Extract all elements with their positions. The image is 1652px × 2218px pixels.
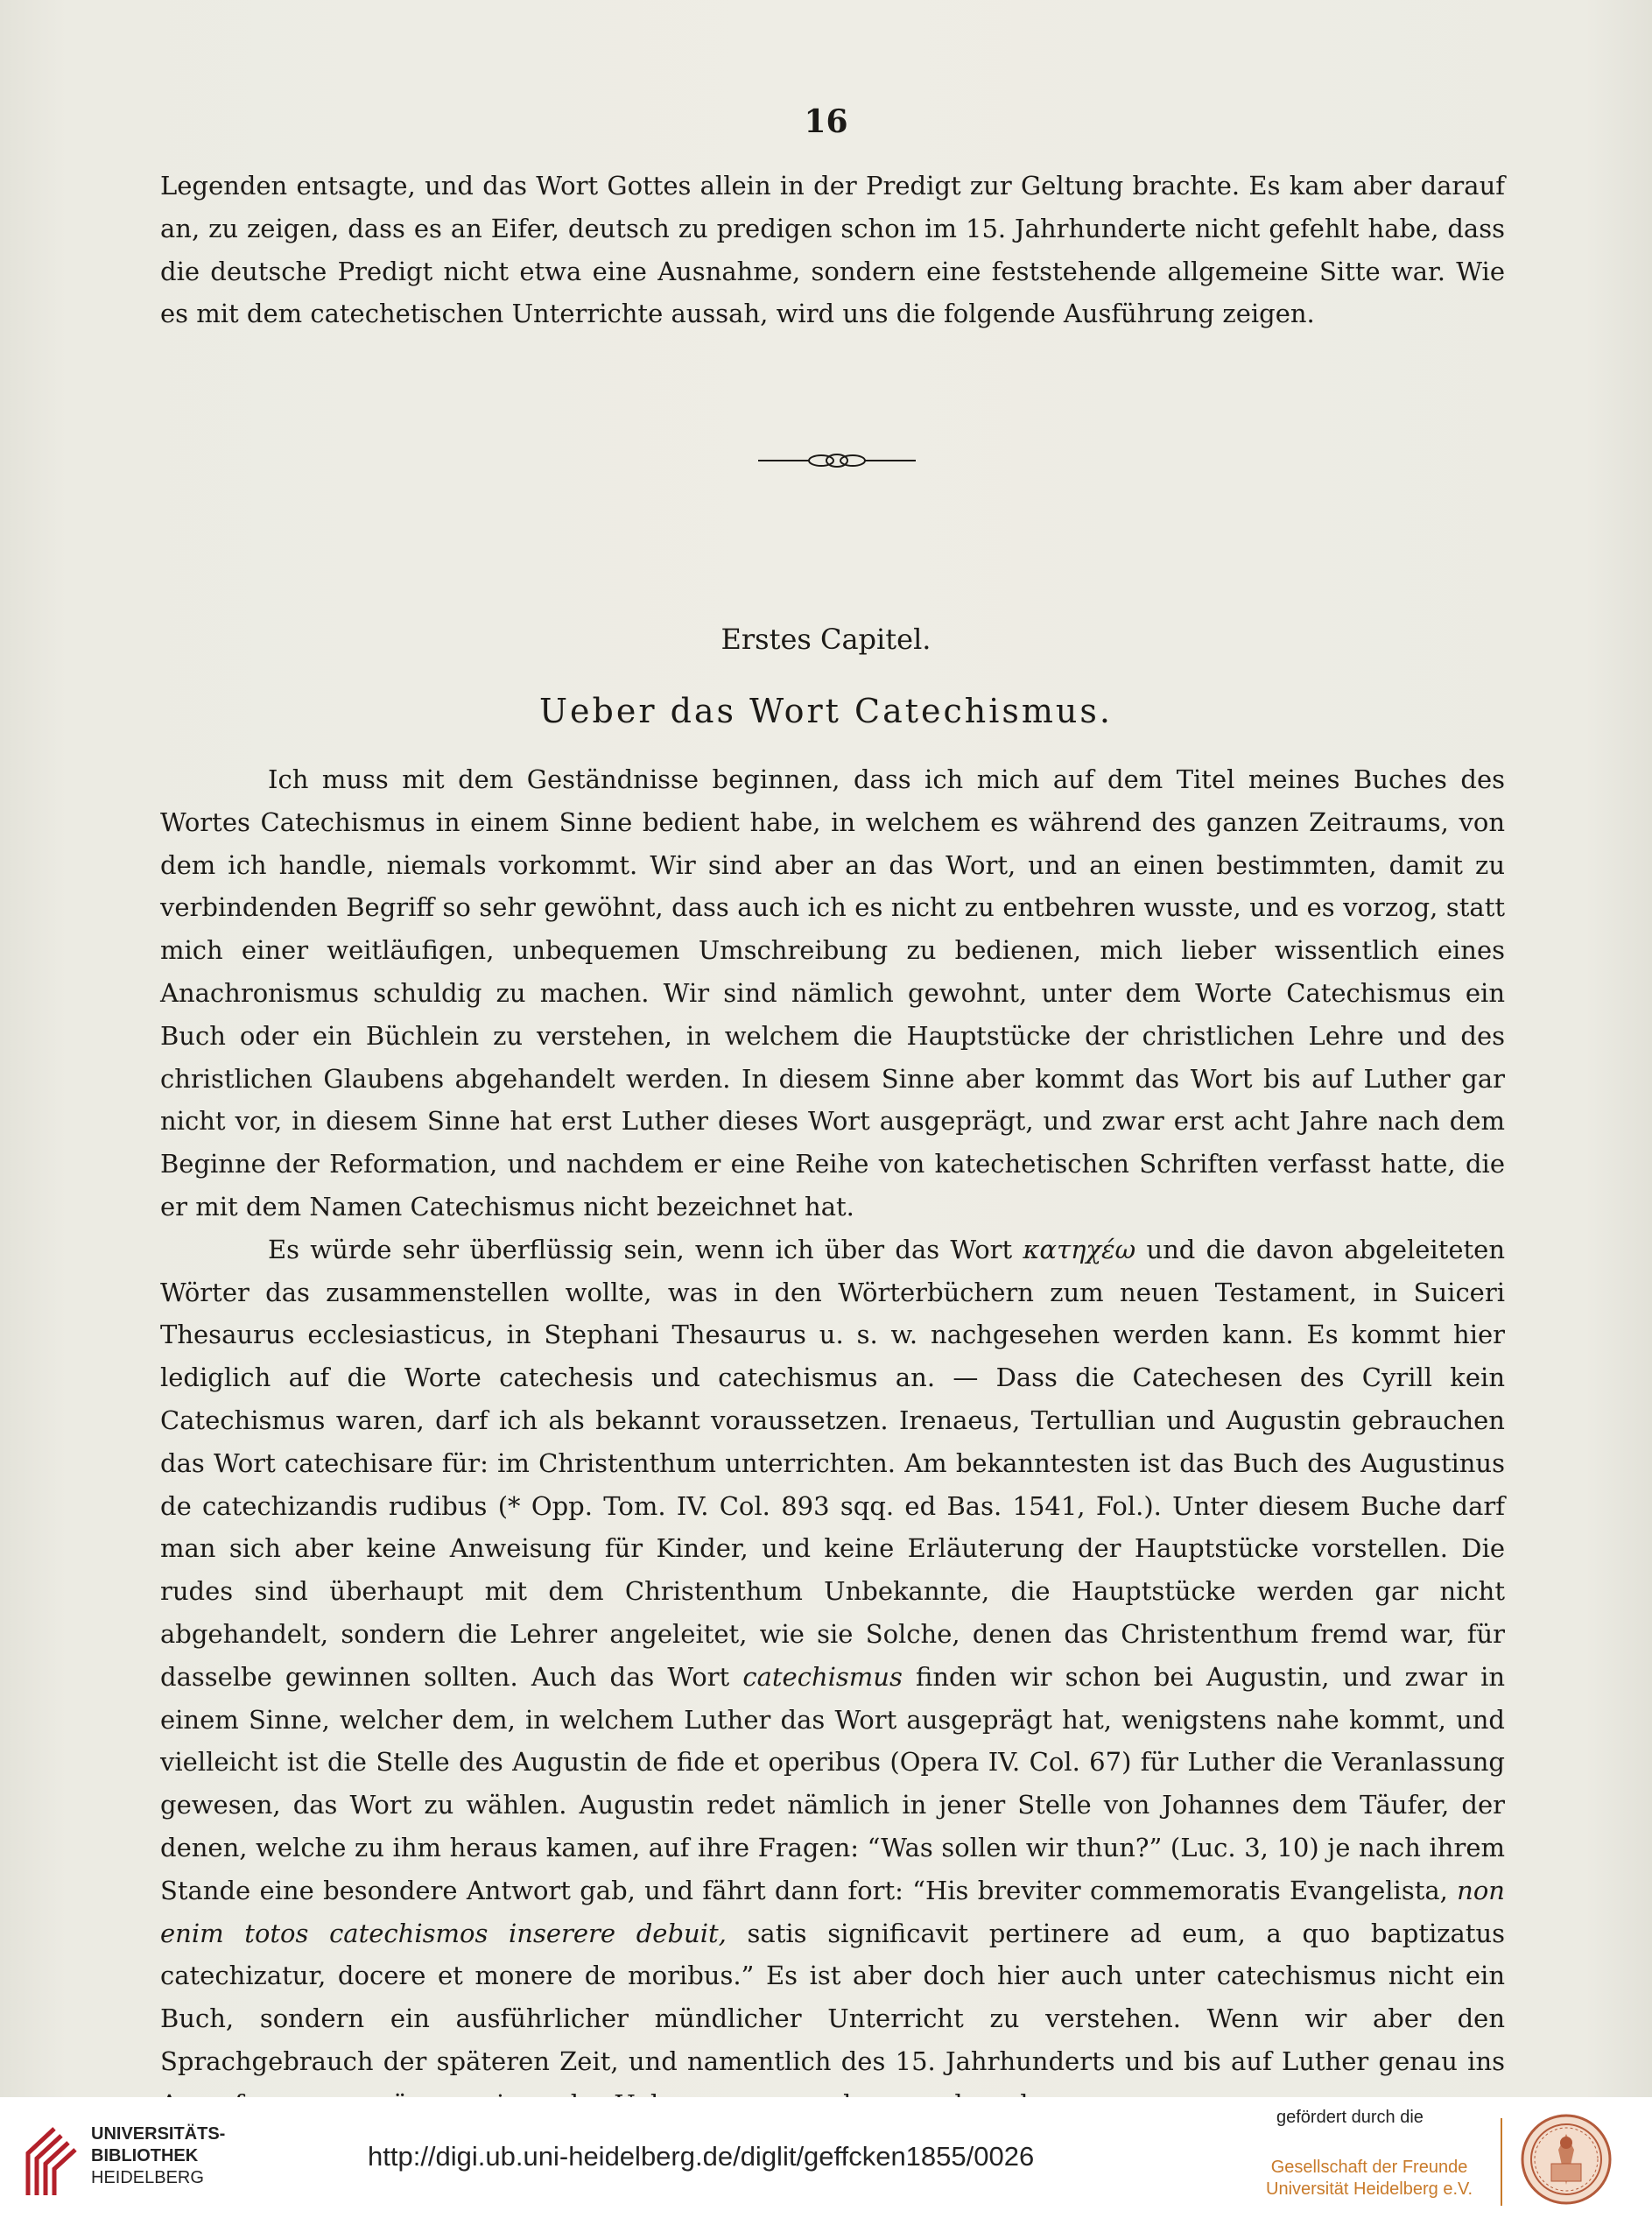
- chapter-label: Erstes Capitel.: [721, 623, 931, 656]
- sponsor-label: gefördert durch die: [1276, 2108, 1424, 2127]
- library-line-3: HEIDELBERG: [91, 2168, 204, 2187]
- footer-bar: [0, 2097, 1652, 2218]
- body-paragraph-2: [160, 1229, 1505, 2126]
- sponsor-line-1: Gesellschaft der Freunde: [1270, 2158, 1468, 2177]
- greek-word: κατηχέω: [1023, 1234, 1136, 1264]
- ornamental-rule-icon: [758, 448, 916, 473]
- chapter-body: [160, 758, 1505, 2126]
- italic-latin-quote: non enim totos catechismos inserere debuit,: [160, 1875, 1505, 1948]
- body-paragraph-1: Ich muss mit dem Geständnisse beginnen, dass ich mich auf dem Titel meines Buches des Wortes Catechismus in einem Sinne bedient habe, in welchem es während des ganzen Zeitraums, von dem ich handle, niemals vorkommt. Wir sind aber an das Wort, und an einen bestimmten, damit zu verbindenden Begriff so sehr gewöhnt, dass auch ich es nicht zu entbehren wusste, und es vorzog, statt mich einer weitläufigen, unbequemen Umschreibung zu bedienen, mich lieber wissentlich eines Anachronismus schuldig zu machen. Wir sind nämlich gewohnt, unter dem Worte Catechismus ein Buch oder ein Büchlein zu verstehen, in welchem die Hauptstücke der christlichen Lehre und des christlichen Glaubens abgehandelt werden. In diesem Sinne aber kommt das Wort bis auf Luther gar nicht vor, in diesem Sinne hat erst Luther dieses Wort ausgeprägt, und zwar erst acht Jahre nach dem Beginne der Reformation, und nachdem er eine Reihe von katechetischen Schriften verfasst hatte, die er mit dem Namen Catechismus nicht bezeichnet hat.: [160, 764, 1505, 1222]
- sponsor-name[interactable]: [1266, 2157, 1473, 2200]
- p2-text-1: Es würde sehr überflüssig sein, wenn ich über das Wort: [268, 1234, 1013, 1264]
- ub-heidelberg-logo-icon[interactable]: [19, 2118, 79, 2199]
- intro-paragraph-block: [160, 165, 1505, 335]
- italic-catechismus: catechismus: [742, 1661, 903, 1692]
- library-line-1: UNIVERSITÄTS-: [91, 2124, 226, 2144]
- university-seal-icon: [1520, 2113, 1613, 2206]
- library-name: [91, 2123, 225, 2189]
- permalink-url[interactable]: http://digi.ub.uni-heidelberg.de/diglit/geffcken1855/0026: [368, 2141, 1035, 2172]
- sponsor-line-2: Universität Heidelberg e.V.: [1266, 2179, 1473, 2199]
- intro-paragraph: Legenden entsagte, und das Wort Gottes allein in der Predigt zur Geltung brachte. Es kam aber darauf an, zu zeigen, dass es an Eifer, deutsch zu predigen schon im 15. Jahrhunderte nicht gefehlt habe, dass die deutsche Predigt nicht etwa eine Ausnahme, sondern eine feststehende allgemeine Sitte war. Wie es mit dem catechetischen Unterrichte aussah, wird uns die folgende Ausführung zeigen.: [160, 171, 1505, 329]
- library-line-2: BIBLIOTHEK: [91, 2146, 199, 2165]
- p2-text-4: satis significavit pertinere ad eum, a quo baptizatus catechizatur, docere et monere de moribus.” Es ist aber doch hier auch unter catechismus nicht ein Buch, sondern ein ausführlicher mündlicher Unterricht zu verstehen. Wenn wir aber den Sprachgebrauch der späteren Zeit, und namentlich des 15. Jahrhunderts und bis auf Luther genau ins: [160, 1918, 1506, 2076]
- p2-text-2: und die davon abgeleiteten Wörter das zusammenstellen wollte, was in den Wörterbüchern zum neuen Testament, in Suiceri Thesaurus ecclesiasticus, in Stephani Thesaurus u. s. w. nachgesehen werden kann. Es kommt hier lediglich auf die Worte catechesis und catechismus an. — Dass die Catechesen des Cyrill kein Catechismus waren, darf ich als bekannt voraussetzen. Irenaeus, Tertullian und Augustin gebrauchen das Wort catechisare für: im Christenthum unterrichten. Am bekanntesten ist das Buch des Augustinus de catechizandis rudibus (* Opp. Tom. IV. Col. 893 sqq. ed Bas. 1541, Fol.). Unter diesem Buche darf man sich aber keine Anweisung für Kinder, und keine Erläuterung der Hauptstücke vorstellen. Die rudes sind überhaupt mit dem Christenthum Unbekannte, die Hauptstücke werden gar nicht abgehandelt, sondern die Lehrer angeleitet, wie sie Solche, denen das Christenthum fremd war, für dasselbe gewinnen sollten. Auch das Wort: [160, 1234, 1506, 1692]
- page-number: 16: [804, 103, 848, 140]
- chapter-title: Ueber das Wort Catechismus.: [539, 692, 1113, 730]
- sponsor-divider: [1501, 2118, 1502, 2206]
- p2-text-3: finden wir schon bei Augustin, und zwar in einem Sinne, welcher dem, in welchem Luther das Wort ausgeprägt hat, wenigstens nahe kommt, und vielleicht ist die Stelle des Augustin de fide et operibus (Opera IV. Col. 67) für Luther die Veranlassung gewesen, das Wort zu wählen. Augustin redet nämlich in jener Stelle von Johannes dem Täufer, der denen, welche zu ihm heraus kamen, auf ihre Fragen: “Was sollen wir thun?” (Luc. 3, 10) je nach ihrem Stande eine besondere Antwort gab, und fährt dann fort: “His breviter commemoratis Evangelista,: [160, 1661, 1506, 1905]
